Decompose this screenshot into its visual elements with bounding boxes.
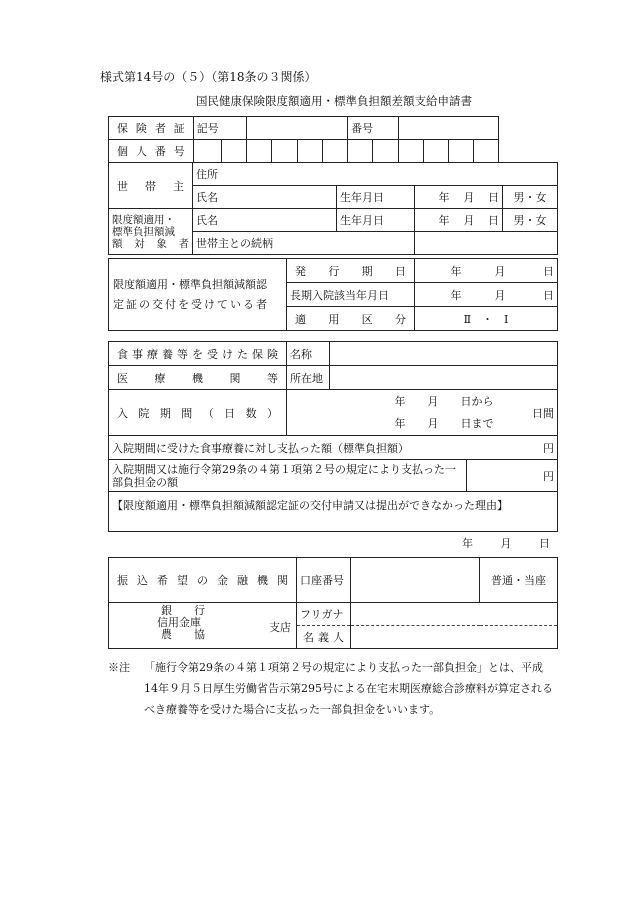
dob-day: 日 bbox=[478, 209, 503, 232]
relation-label: 世帯主との続柄 bbox=[193, 232, 415, 255]
stay-period-range[interactable]: 年 月 日から 年 月 日まで bbox=[287, 390, 512, 436]
dob-year: 年 bbox=[415, 186, 453, 209]
personal-number-digit[interactable] bbox=[398, 140, 423, 163]
personal-number-digit[interactable] bbox=[373, 140, 398, 163]
institution-label: 振込希望の金融機関 bbox=[109, 558, 297, 603]
furigana-field[interactable] bbox=[351, 603, 558, 626]
issue-month: 月 bbox=[465, 259, 509, 283]
householder-table bbox=[108, 162, 558, 255]
account-type-option[interactable]: 普通・当座 bbox=[480, 558, 558, 603]
footnote-mark: ※注 bbox=[108, 661, 130, 674]
long-stay-year: 年 bbox=[415, 283, 465, 307]
stay-period-label: 入院期間（日数） bbox=[109, 390, 287, 436]
account-number-field[interactable] bbox=[351, 558, 480, 603]
account-number-label: 口座番号 bbox=[297, 558, 351, 603]
holder-label: 名義人 bbox=[297, 626, 351, 649]
partial-paid-label: 入院期間又は施行令第29条の４第１項第２号の規定により支払った一部負担金の額 bbox=[109, 460, 467, 492]
personal-number-digit[interactable] bbox=[247, 140, 272, 163]
personal-number-digit[interactable] bbox=[193, 140, 221, 163]
footnote-line-1: 「施行令第29条の４第１項第２号の規定により支払った一部負担金」とは、平成 bbox=[144, 661, 543, 674]
issue-year: 年 bbox=[415, 259, 465, 283]
credit-union-label: 信用金庫 bbox=[157, 616, 201, 629]
target-name-label: 氏名 bbox=[193, 209, 337, 232]
certificate-holder-label: 限度額適用・標準負担額減額認 定証の交付を受けている者 bbox=[109, 259, 287, 331]
personal-number-digit[interactable] bbox=[423, 140, 448, 163]
applicant-table bbox=[108, 116, 557, 163]
category-label: 適用区分 bbox=[287, 307, 415, 331]
hospital-name-label: 名称 bbox=[287, 342, 330, 366]
category-option[interactable]: Ⅱ ・ Ⅰ bbox=[415, 307, 558, 331]
issue-date-label: 発行期日 bbox=[287, 259, 415, 283]
householder-name-label: 氏名 bbox=[193, 186, 337, 209]
branch-label: 支店 bbox=[269, 621, 291, 634]
footnote-line-2: 14年９月５日厚生労働省告示第295号による在宅末期医療総合診療料が算定される bbox=[144, 682, 553, 695]
hospital-table bbox=[108, 341, 558, 532]
bank-label: 銀行 bbox=[161, 604, 205, 617]
long-stay-label: 長期入院該当年月日 bbox=[287, 283, 415, 307]
personal-number-digit[interactable] bbox=[322, 140, 347, 163]
sex-option[interactable]: 男・女 bbox=[503, 186, 558, 209]
long-stay-day: 日 bbox=[509, 283, 558, 307]
target-dob-label: 生年月日 bbox=[337, 209, 415, 232]
sex-option[interactable]: 男・女 bbox=[503, 209, 558, 232]
bank-name-field[interactable] bbox=[109, 603, 297, 649]
dob-year: 年 bbox=[415, 209, 453, 232]
reason-label: 【限度額適用・標準負担額減額認定証の交付申請又は提出ができなかった理由】 bbox=[112, 499, 508, 512]
partial-paid-yen: 円 bbox=[467, 460, 558, 492]
issue-day: 日 bbox=[509, 259, 558, 283]
meal-paid-yen: 円 bbox=[512, 436, 558, 460]
holder-field[interactable] bbox=[351, 626, 558, 649]
bank-table bbox=[108, 557, 558, 649]
householder-label: 世帯主 bbox=[109, 163, 193, 209]
address-label: 住所 bbox=[193, 163, 558, 186]
footnote bbox=[108, 657, 573, 720]
number-label: 番号 bbox=[348, 117, 398, 140]
hospital-location-label: 所在地 bbox=[287, 366, 330, 390]
target-person-label: 限度額適用・ 標準負担額減 額対象者 bbox=[109, 209, 193, 255]
dob-day: 日 bbox=[478, 186, 503, 209]
meal-paid-label: 入院期間に受けた食事療養に対し支払った額（標準負担額） bbox=[109, 436, 512, 460]
certificate-table bbox=[108, 258, 558, 331]
householder-dob-label: 生年月日 bbox=[337, 186, 415, 209]
symbol-label: 記号 bbox=[193, 117, 246, 140]
insurer-label: 保険者証 bbox=[109, 117, 194, 140]
personal-number-digit[interactable] bbox=[474, 140, 499, 163]
application-date: 年 月 日 bbox=[462, 537, 550, 550]
form-title: 国民健康保険限度額適用・標準負担額差額支給申請書 bbox=[196, 94, 472, 108]
stay-days: 日間 bbox=[512, 390, 558, 436]
form-number: 様式第14号の（５）（第18条の３関係） bbox=[100, 70, 317, 84]
hospital-label-2: 医療機関等 bbox=[109, 366, 287, 390]
personal-number-digit[interactable] bbox=[222, 140, 247, 163]
furigana-label: フリガナ bbox=[297, 603, 351, 626]
hospital-location-field[interactable] bbox=[330, 366, 558, 390]
hospital-label-1: 食事療養等を受けた保険 bbox=[109, 342, 287, 366]
dob-month: 月 bbox=[453, 209, 478, 232]
personal-number-digit[interactable] bbox=[272, 140, 297, 163]
footnote-line-3: べき療養等を受けた場合に支払った一部負担金をいいます。 bbox=[144, 703, 441, 716]
number-field[interactable] bbox=[398, 117, 499, 140]
hospital-name-field[interactable] bbox=[330, 342, 558, 366]
personal-number-digit[interactable] bbox=[448, 140, 473, 163]
reason-field[interactable] bbox=[109, 492, 558, 532]
dob-month: 月 bbox=[453, 186, 478, 209]
relation-field[interactable] bbox=[415, 232, 558, 255]
personal-number-label: 個人番号 bbox=[109, 140, 194, 163]
personal-number-digit[interactable] bbox=[297, 140, 322, 163]
long-stay-month: 月 bbox=[465, 283, 509, 307]
agri-label: 農協 bbox=[161, 628, 205, 641]
personal-number-digit[interactable] bbox=[348, 140, 373, 163]
symbol-field[interactable] bbox=[247, 117, 348, 140]
